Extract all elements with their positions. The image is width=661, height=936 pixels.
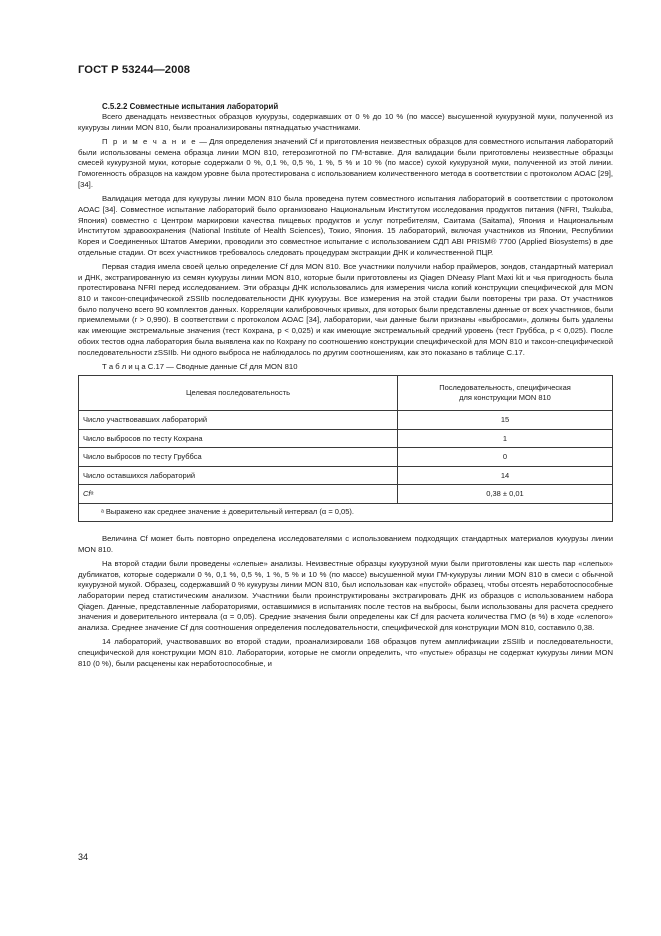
row-value: 0,38 ± 0,01 [398,485,613,504]
row-value: 1 [398,429,613,448]
row-value: 0 [398,448,613,467]
table-header-row [79,376,613,411]
table-row [79,466,613,485]
table-footnote: ᵃ Выражено как среднее значение ± доверительный интервал (α = 0,05). [79,503,613,521]
paragraph: Первая стадия имела своей целью определение Cf для MON 810. Все участники получили набор праймеров, зондов, стандартный материал и ДНК, экстрагированную из семян кукурузы линии MON 810, которые были приготовлены из Qiagen DNeasy Plant Maxi kit и чья пригодность была протестирована NFRI перед исследованием. Эти образцы ДНК использовались для измерения числа копий конструкции специфической для MON 810 и таксон-специфической zSSIIb последовательности ДНК кукурузы. Все измерения на этой стадии были повторены три раза. От участников было получено всего 90 комплектов данных. Корреляции калибровочных кривых, для которых были представлены данные от всех участников, были приемлемыми (r > 0,990). В соответствии с протоколом AOAC [34], лаборатории, чьи данные были признаны «выбросами», должны быть удалены как имеющие экстремальные значения (тест Кохрана, p < 0,025) и как имеющие экстремальный средний уровень (тест Груббса, p < 0,025). После обоих тестов одна лаборатория была выявлена как по Кохрану по соотношению конструкции специфической для MON 810 и таксон-специфической последовательности zSSIIb. Ни одного выброса не наблюдалось по другим соотношениям, как это показано в таблице С.17. [78,261,613,357]
row-label: Cfᵃ [79,485,398,504]
paragraph: Всего двенадцать неизвестных образцов кукурузы, содержавших от 0 % до 10 % (по массе) высушенной кукурузной муки, полученной из кукурузы линии MON 810, были проанализированы пятнадцатью участниками. [78,112,613,132]
note-text: — Для определения значений Cf и приготовления неизвестных образцов для совместного испытания лабораторий были использованы семена образца линии MON 810, гетерозиготной по ГМ-вставке. Для валидации были приготовлены неизвестные образцы смесей кукурузной муки, которые содержали 0 %, 0,1 %, 0,5 %, 1 %, 5 % и 10 % (по массе) сухой кукурузной муки, полученной из этой линии. Гомогенность образцов на каждом уровне была протестирована с использованием количественного метода в соответствии с протоколом AOAC [29], [34]. [78,137,614,189]
document-body [78,101,613,673]
data-table [78,375,613,522]
row-label: Число оставшихся лабораторий [79,466,398,485]
row-label: Число выбросов по тесту Кохрана [79,429,398,448]
row-label: Число участвовавших лабораторий [79,411,398,430]
table-row [79,485,613,504]
table-row [79,411,613,430]
note-label: П р и м е ч а н и е [102,137,198,146]
paragraph: На второй стадии были проведены «слепые» анализы. Неизвестные образцы кукурузной муки были приготовлены как шесть пар «слепых» дубликатов, которые содержали 0 %, 0,1 %, 0,5 %, 1 %, 5 % и 10 % (по массе) высушенной муки ГМ-кукурузы линии MON 810 в смеси с обычной кукурузной мукой. Образец, содержавший 0 % кукурузы линии MON 810, был использован как «пустой» образец, чтобы отсеять неработоспособные лаборатории перед статистическим анализом. Участники были проинструктированы экстрагировать ДНК из образцов с использованием набора Qiagen. Данные, представленные лабораториями, оставшимися в испытаниях после тестов на выбросы, были использованы для расчета среднего значения и доверительного интервала (α = 0,05). Средние значения были определены как Cf для расчета количества ГМО (в %) в ходе «слепого» анализа. Среднее значение Cf для соотношения определения последовательности, специфической для конструкции MON 810, составило 0,38. [78,558,613,633]
after-table-block [78,534,613,670]
section-heading: С.5.2.2 Совместные испытания лабораторий [102,102,279,111]
paragraph: 14 лабораторий, участвовавших во второй стадии, проанализировали 168 образцов путем амплификации zSSIIb и последовательности, специфической для конструкции MON 810. Лаборатории, которые не смогли определить, что «пустые» образцы не содержат кукурузы линии MON 810 (0 %), были расценены как неработоспособные, и [78,637,613,668]
table-row [79,429,613,448]
table-caption: Т а б л и ц а С.17 — Сводные данные Cf для MON 810 [102,361,298,371]
column-header [398,376,613,411]
page-number: 34 [78,852,89,862]
column-header-line: Последовательность, специфическая [439,383,571,393]
table-row [79,448,613,467]
paragraph: Валидация метода для кукурузы линии MON 810 была проведена путем совместного испытания лабораторий в соответствии с протоколом AOAC [34]. Совместное испытание лабораторий было организовано Национальным Институтом исследования продуктов питания (NFRI, Tsukuba, Япония) совместно с Центром маркировки качества пищевых продуктов и услуг потребителям, Саитама (Saitama), Япония и Национальным Институтом здравоохранения (National Institute of Health Sciences), Токио, Япония. 15 лабораторий, включая участников из Японии, Республики Корея и Соединенных Штатов Америки, проводили это совместное испытание с использованием СДП ABI PRISM® 7700 (Applied Biosystems) в две отдельные стадии. От всех участников требовалось следовать процедурам экстракции ДНК и количественной ПЦР. [78,194,613,257]
paragraph: Величина Cf может быть повторно определена исследователями с использованием подходящих стандартных материалов кукурузы линии MON 810. [78,533,613,554]
column-header: Целевая последовательность [79,376,398,411]
row-label: Число выбросов по тесту Груббса [79,448,398,467]
column-header-line: для конструкции MON 810 [459,393,551,403]
note-paragraph [78,137,613,191]
table-footnote-row [79,503,613,521]
row-value: 15 [398,411,613,430]
row-value: 14 [398,466,613,485]
document-header: ГОСТ Р 53244—2008 [78,64,191,76]
